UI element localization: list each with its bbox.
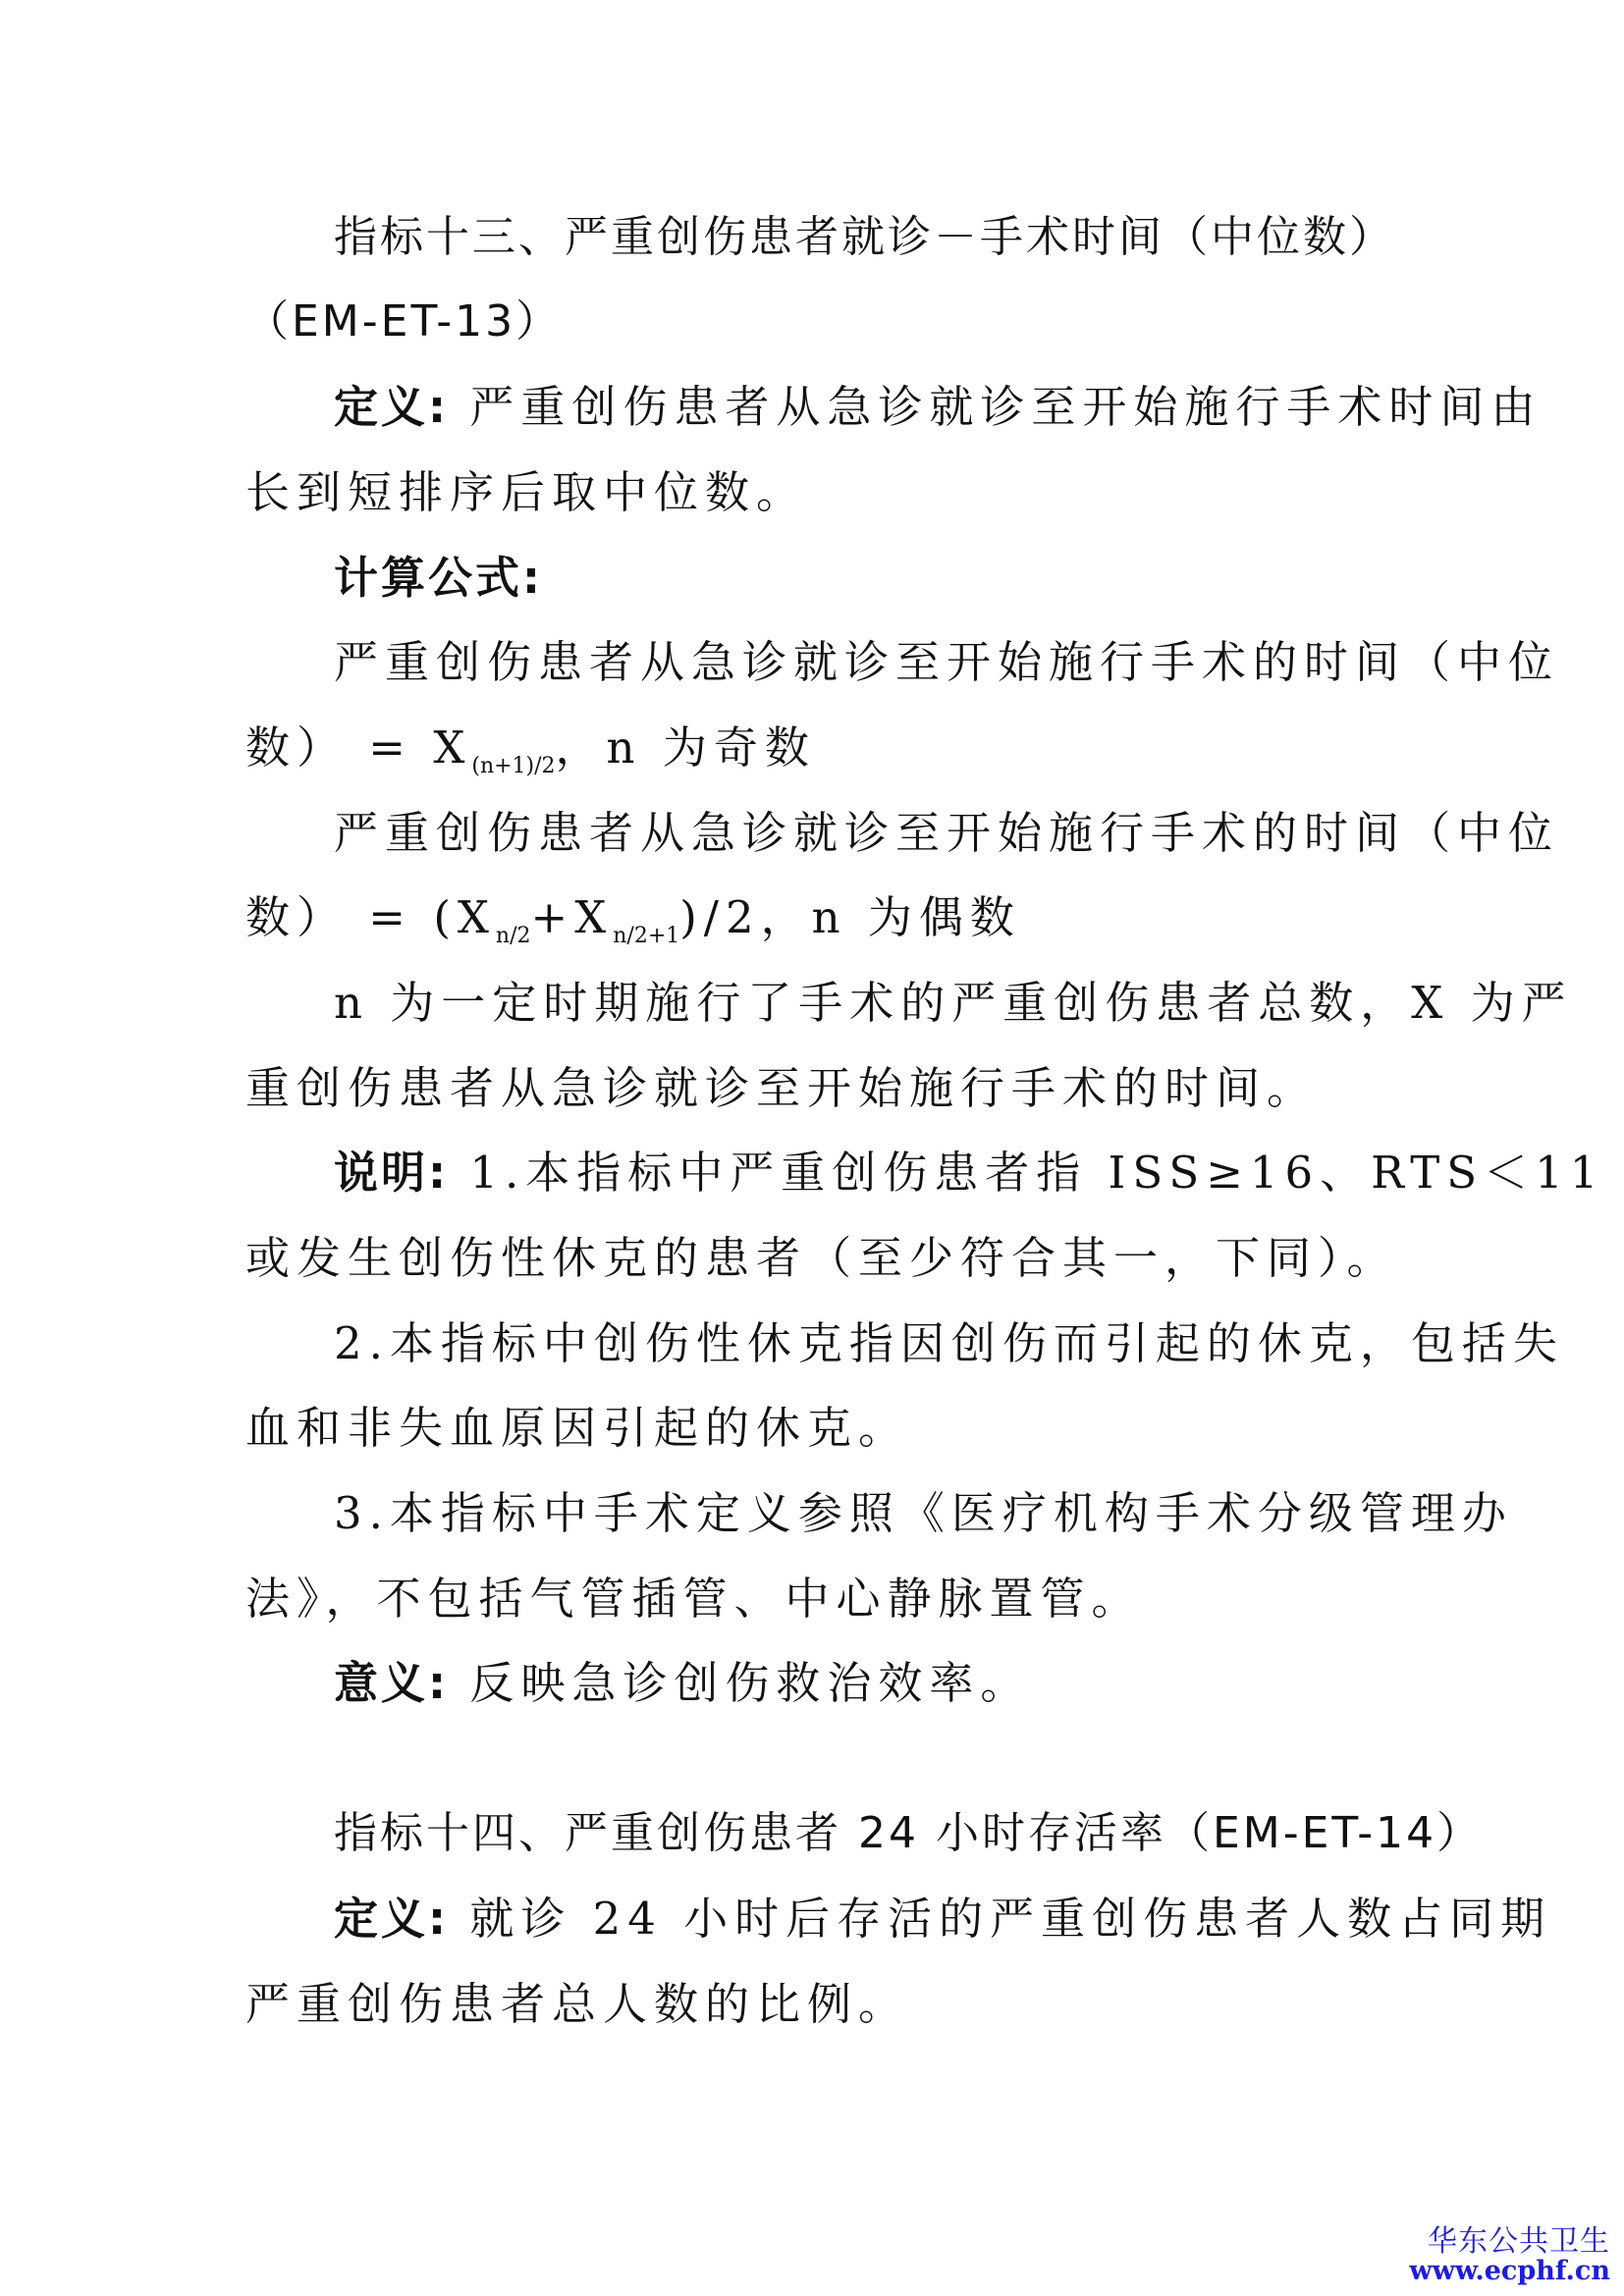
- formula-even-subscript-2: n/2+1: [613, 924, 680, 948]
- note2-line2: 血和非失血原因引起的休克。: [245, 1402, 910, 1454]
- note2-line1: 2.本指标中创伤性休克指因创伤而引起的休克，包括失: [334, 1317, 1564, 1369]
- formula-label: 计算公式:: [334, 552, 543, 604]
- notes-line1: [334, 1144, 1604, 1202]
- section13-definition: [334, 378, 1542, 437]
- formula-odd-subscript: (n+1)/2: [471, 754, 556, 778]
- formula-odd-line2: [245, 719, 816, 796]
- formula-even-mid: +X: [530, 891, 614, 943]
- formula-even-line1: 严重创伤患者从急诊就诊至开始施行手术的时间（中位: [334, 807, 1560, 859]
- note1-text: 1.本指标中严重创伤患者指 ISS≥16、RTS＜11: [469, 1147, 1605, 1199]
- variables-line2: 重创伤患者从急诊就诊至开始施行手术的时间。: [245, 1062, 1319, 1114]
- variables-line1: n 为一定时期施行了手术的严重创伤患者总数，X 为严: [334, 977, 1573, 1029]
- section14-definition-text: 就诊 24 小时后存活的严重创伤患者人数占同期: [469, 1893, 1552, 1945]
- formula-even-line2: [245, 888, 1021, 966]
- section13-code: （EM-ET-13）: [245, 296, 563, 347]
- formula-odd-suffix: ，n 为奇数: [555, 721, 816, 774]
- note3-line2: 法》，不包括气管插管、中心静脉置管。: [245, 1573, 1143, 1625]
- formula-even-prefix: 数） = (X: [245, 891, 496, 943]
- note3-line1: 3.本指标中手术定义参照《医疗机构手术分级管理办: [334, 1487, 1513, 1539]
- footer-site-name: 华东公共卫生: [1428, 2224, 1610, 2259]
- formula-even-suffix: )/2，n 为偶数: [679, 891, 1021, 943]
- formula-odd-line1: 严重创伤患者从急诊就诊至开始施行手术的时间（中位: [334, 636, 1560, 688]
- section14-definition-label: 定义:: [334, 1893, 449, 1945]
- notes-label: 说明:: [334, 1147, 449, 1199]
- section14-definition-line2: 严重创伤患者总人数的比例。: [245, 1978, 910, 2030]
- section13-title: 指标十三、严重创伤患者就诊－手术时间（中位数）: [334, 212, 1395, 262]
- significance-text: 反映急诊创伤救治效率。: [469, 1657, 1032, 1709]
- definition-text: 严重创伤患者从急诊就诊至开始施行手术时间由: [469, 381, 1543, 433]
- section14-title: 指标十四、严重创伤患者 24 小时存活率（EM-ET-14）: [334, 1808, 1484, 1858]
- significance-label: 意义:: [334, 1657, 449, 1709]
- footer-site-url[interactable]: www.ecphf.cn: [1409, 2256, 1610, 2286]
- note1-line2: 或发生创伤性休克的患者（至少符合其一，下同）。: [245, 1232, 1398, 1284]
- formula-odd-prefix: 数） = X: [245, 721, 472, 774]
- significance: [334, 1654, 1031, 1713]
- definition-label: 定义:: [334, 381, 449, 433]
- section14-definition: [334, 1890, 1551, 1949]
- definition-text-line2: 长到短排序后取中位数。: [245, 466, 808, 518]
- formula-even-subscript-1: n/2: [495, 924, 531, 948]
